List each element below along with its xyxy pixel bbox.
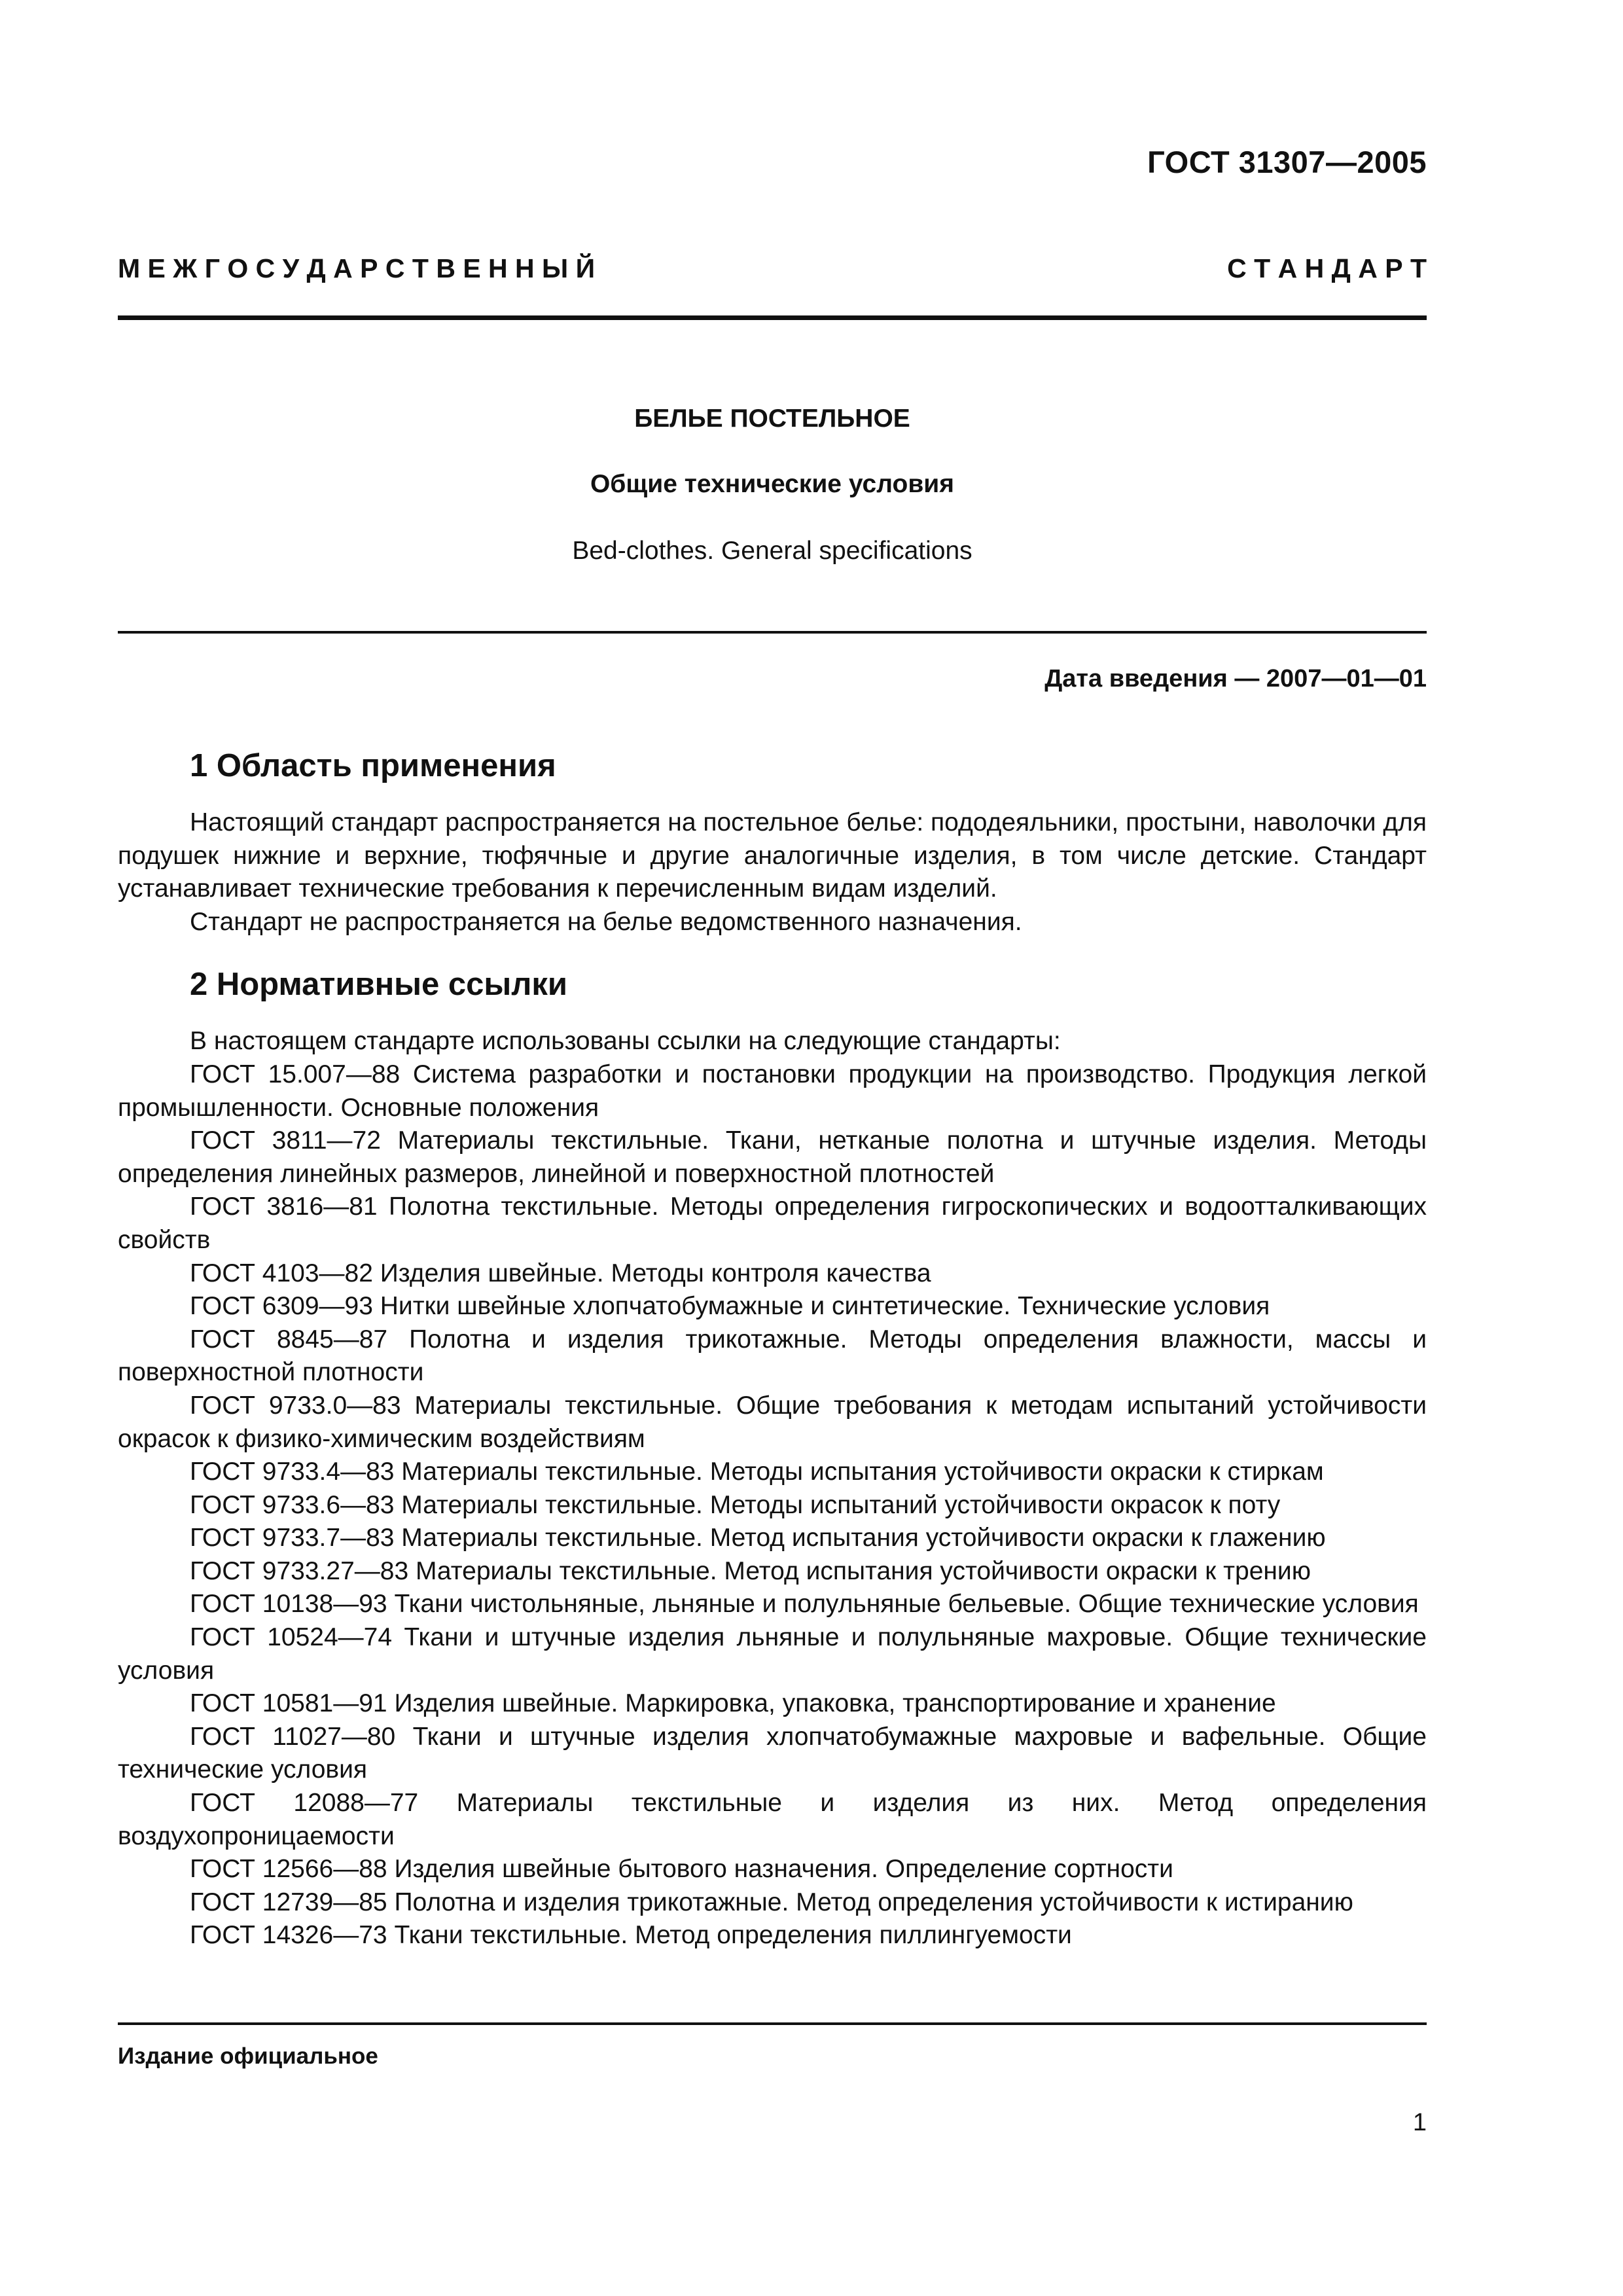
- paragraph: В настоящем стандарте использованы ссылки на следующие стандарты:: [190, 1027, 1061, 1056]
- page-number: 1: [1412, 2109, 1427, 2136]
- paragraph: Настоящий стандарт распространяется на постельное белье: пододеяльники, простыни, наволочки для подушек нижние и верхние, тюфячные и другие аналогичные изделия, в том числе детские. Стандарт устанавливает технические требования к перечисленным видам изделий.: [118, 808, 1427, 903]
- footer-rule: [118, 2022, 1427, 2025]
- reference-item: ГОСТ 12566—88 Изделия швейные бытового назначения. Определение сортности: [190, 1855, 1173, 1884]
- reference-item: ГОСТ 12088—77 Материалы текстильные и изделия из них. Метод определения воздухопроницаемости: [118, 1789, 1427, 1850]
- reference-item: ГОСТ 9733.27—83 Материалы текстильные. Метод испытания устойчивости окраски к трению: [190, 1556, 1311, 1585]
- reference-item: ГОСТ 8845—87 Полотна и изделия трикотажные. Методы определения влажности, массы и поверхностной плотности: [118, 1325, 1427, 1387]
- document-body: [118, 746, 1427, 1979]
- reference-item: ГОСТ 10581—91 Изделия швейные. Маркировка, упаковка, транспортирование и хранение: [190, 1689, 1276, 1718]
- section-scope: [118, 746, 1427, 939]
- reference-item: ГОСТ 14326—73 Ткани текстильные. Метод определения пиллингуемости: [190, 1921, 1072, 1950]
- reference-item: ГОСТ 9733.7—83 Материалы текстильные. Метод испытания устойчивости окраски к глажению: [190, 1524, 1326, 1552]
- reference-item: ГОСТ 11027—80 Ткани и штучные изделия хлопчатобумажные махровые и вафельные. Общие технические условия: [118, 1722, 1427, 1784]
- reference-item: ГОСТ 4103—82 Изделия швейные. Методы контроля качества: [190, 1259, 931, 1287]
- title-rule: [118, 631, 1427, 634]
- reference-item: ГОСТ 9733.4—83 Материалы текстильные. Методы испытания устойчивости окраски к стиркам: [190, 1458, 1324, 1486]
- reference-item: ГОСТ 10138—93 Ткани чистольняные, льняные и полульняные бельевые. Общие технические условия: [190, 1590, 1419, 1619]
- reference-item: ГОСТ 12739—85 Полотна и изделия трикотажные. Метод определения устойчивости к истиранию: [190, 1888, 1353, 1916]
- section-heading: 2 Нормативные ссылки: [190, 967, 567, 1003]
- english-title: Bed-clothes. General specifications: [572, 537, 972, 565]
- top-rule: [118, 315, 1427, 320]
- reference-item: ГОСТ 3816—81 Полотна текстильные. Методы определения гигроскопических и водоотталкивающих свойств: [118, 1193, 1427, 1254]
- reference-item: ГОСТ 3811—72 Материалы текстильные. Ткани, нетканые полотна и штучные изделия. Методы определения линейных размеров, линейной и поверхностной плотностей: [118, 1126, 1427, 1188]
- section-heading: 1 Область применения: [190, 748, 556, 783]
- reference-item: ГОСТ 6309—93 Нитки швейные хлопчатобумажные и синтетические. Технические условия: [190, 1292, 1270, 1321]
- standard-kind-word-2: С Т А Н Д А Р Т: [1227, 253, 1427, 283]
- reference-item: ГОСТ 9733.6—83 Материалы текстильные. Методы испытаний устойчивости окрасок к поту: [190, 1490, 1281, 1519]
- section-normative-references: [118, 965, 1427, 1952]
- reference-item: ГОСТ 15.007—88 Система разработки и постановки продукции на производство. Продукция легкой промышленности. Основные положения: [118, 1060, 1427, 1122]
- introduction-date: Дата введения — 2007—01—01: [1044, 665, 1427, 692]
- official-edition-label: Издание официальное: [118, 2043, 378, 2069]
- reference-item: ГОСТ 10524—74 Ткани и штучные изделия льняные и полульняные махровые. Общие технические условия: [118, 1623, 1427, 1685]
- document-subtitle: Общие технические условия: [590, 470, 955, 498]
- standard-kind-word-1: М Е Ж Г О С У Д А Р С Т В Е Н Н Ы Й: [118, 253, 596, 283]
- paragraph: Стандарт не распространяется на белье ведомственного назначения.: [190, 907, 1022, 936]
- standard-kind-heading: [118, 255, 1427, 282]
- reference-item: ГОСТ 9733.0—83 Материалы текстильные. Общие требования к методам испытаний устойчивости окрасок к физико-химическим воздействиям: [118, 1391, 1427, 1453]
- document-title: БЕЛЬЕ ПОСТЕЛЬНОЕ: [634, 404, 910, 433]
- document-number: ГОСТ 31307—2005: [1147, 145, 1427, 179]
